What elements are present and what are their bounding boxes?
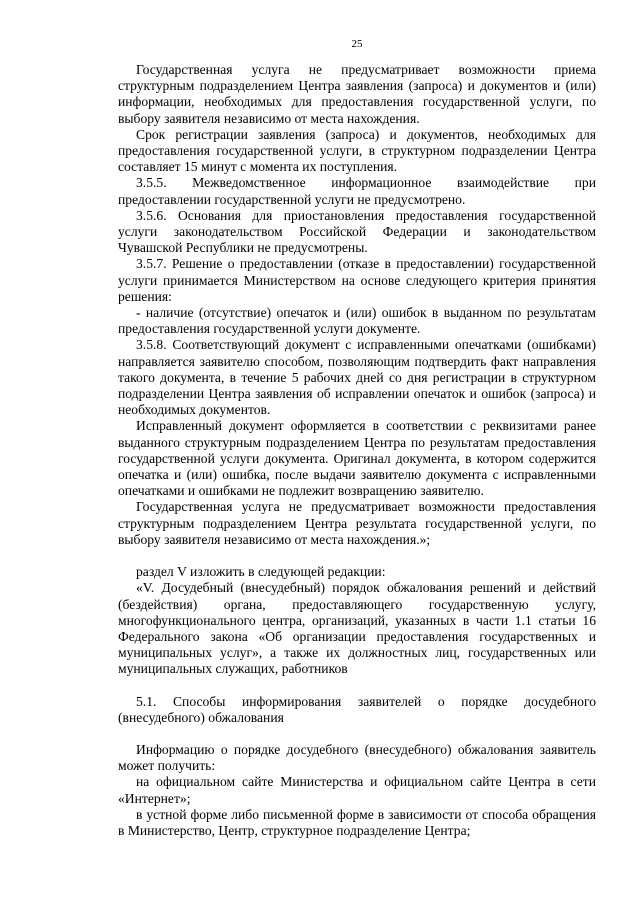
page-number: 25	[351, 38, 363, 50]
paragraph-5-1-heading: 5.1. Способы информирования заявителей о порядке досудебного (внесудебного) обжалования	[118, 693, 596, 725]
paragraph-criterion: - наличие (отсутствие) опечаток и (или) ошибок в выданном по результатам предоставления государственной услуги документе.	[118, 305, 596, 337]
paragraph-3-5-5: 3.5.5. Межведомственное информационное взаимодействие при предоставлении государственной услуги не предусмотрено.	[118, 175, 596, 207]
paragraph-corrected-document: Исправленный документ оформляется в соответствии с реквизитами ранее выданного структурным подразделением Центра по результатам предоставления государственной услуги документа. Оригинал документа, в котором содержится опечатка и (или) ошибка, после выдачи заявителю документа с исправленными опечатками и ошибками не подлежит возвращению заявителю.	[118, 418, 596, 499]
paragraph-registration-time: Срок регистрации заявления (запроса) и документов, необходимых для предоставления государственной услуги, в структурном подразделении Центра составляет 15 минут с момента их поступления.	[118, 126, 596, 175]
paragraph-oral-written: в устной форме либо письменной форме в зависимости от способа обращения в Министерство, Центр, структурное подразделение Центра;	[118, 806, 596, 838]
blank-line	[118, 726, 596, 742]
blank-line	[118, 548, 596, 564]
paragraph-3-5-6: 3.5.6. Основания для приостановления предоставления государственной услуги законодательством Российской Федерации и законодательством Чувашской Республики не предусмотрены.	[118, 207, 596, 256]
paragraph-no-acceptance: Государственная услуга не предусматривает возможности приема структурным подразделением Центра заявления (запроса) и документов и (или) информации, необходимых для предоставления государственной услуги, по выбору заявителя независимо от места нахождения.	[118, 62, 596, 126]
paragraph-section-v-title: «V. Досудебный (внесудебный) порядок обжалования решений и действий (бездействия) органа, предоставляющего государственную услугу, многофункционального центра, организаций, указанных в части 1.1 статьи 16 Федерального закона «Об организации предоставления государственных и муниципальных услуг», а также их должностных лиц, государственных или муниципальных служащих, работников	[118, 580, 596, 677]
paragraph-info-sources: Информацию о порядке досудебного (внесудебного) обжалования заявитель может получить:	[118, 741, 596, 774]
paragraph-official-sites: на официальном сайте Министерства и официальном сайте Центра в сети «Интернет»;	[118, 774, 596, 806]
blank-line	[118, 678, 596, 694]
paragraph-3-5-8: 3.5.8. Соответствующий документ с исправленными опечатками (ошибками) направляется заявителю способом, позволяющим подтвердить факт направления такого документа, в течение 5 рабочих дней со дня регистрации в структурном подразделении Центра заявления об исправлении опечаток и ошибок (запроса) и необходимых документов.	[118, 337, 596, 418]
paragraph-no-result-by-choice: Государственная услуга не предусматривает возможности предоставления структурным подразделением Центра результата государственной услуги, по выбору заявителя независимо от места нахождения.»;	[118, 499, 596, 547]
paragraph-3-5-7: 3.5.7. Решение о предоставлении (отказе в предоставлении) государственной услуги принимается Министерством на основе следующего критерия принятия решения:	[118, 256, 596, 304]
document-page	[118, 38, 596, 839]
paragraph-section-v-intro: раздел V изложить в следующей редакции:	[136, 564, 386, 580]
